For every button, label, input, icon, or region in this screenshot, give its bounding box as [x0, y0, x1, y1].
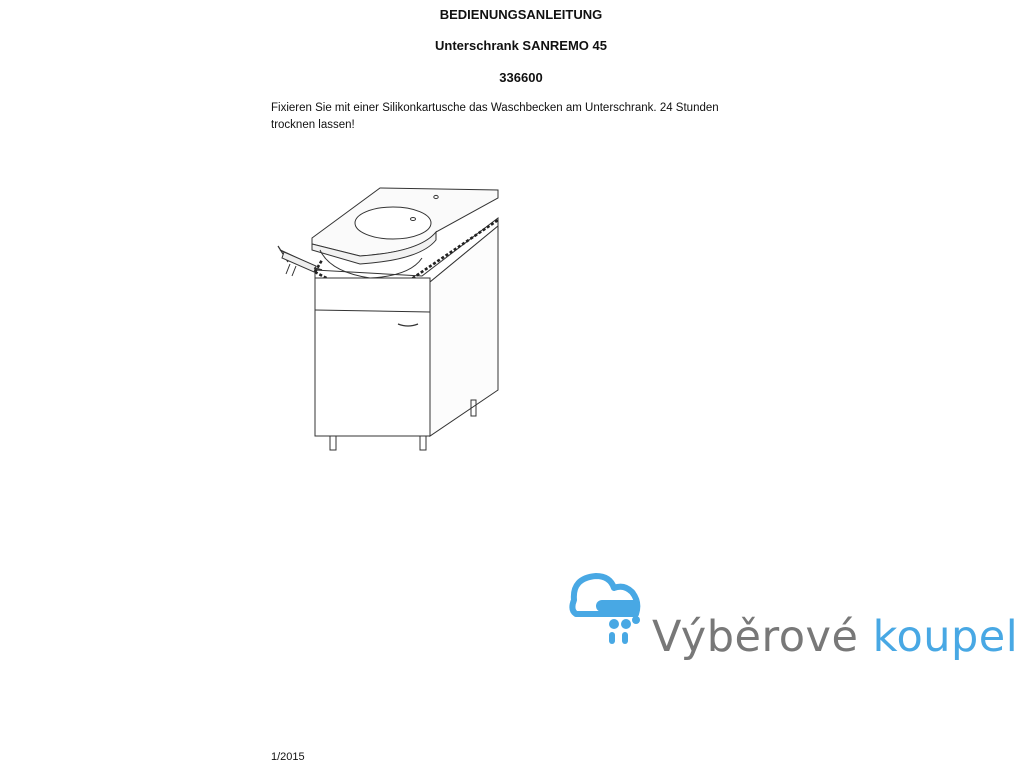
- cabinet-illustration: [270, 180, 510, 460]
- cabinet-side: [430, 226, 498, 436]
- instruction-text: Fixieren Sie mit einer Silikonkartusche das Waschbecken am Unterschrank. 24 Stunden trocknen lassen!: [271, 102, 719, 131]
- cloud-shower-icon: [566, 570, 646, 646]
- leg-front-left: [330, 436, 336, 450]
- brand-name-part-2: koupel: [872, 612, 1019, 662]
- cabinet-front: [315, 278, 430, 436]
- product-name: Unterschrank SANREMO 45: [435, 38, 607, 53]
- leg-front-right: [420, 436, 426, 450]
- brand-name-part-1: Výběrové: [652, 612, 859, 662]
- footer-date: 1/2015: [271, 751, 305, 763]
- basin-bowl: [355, 207, 431, 239]
- brand-watermark: [652, 612, 1018, 662]
- article-number: 336600: [499, 70, 543, 85]
- manual-heading: BEDIENUNGSANLEITUNG: [439, 7, 603, 22]
